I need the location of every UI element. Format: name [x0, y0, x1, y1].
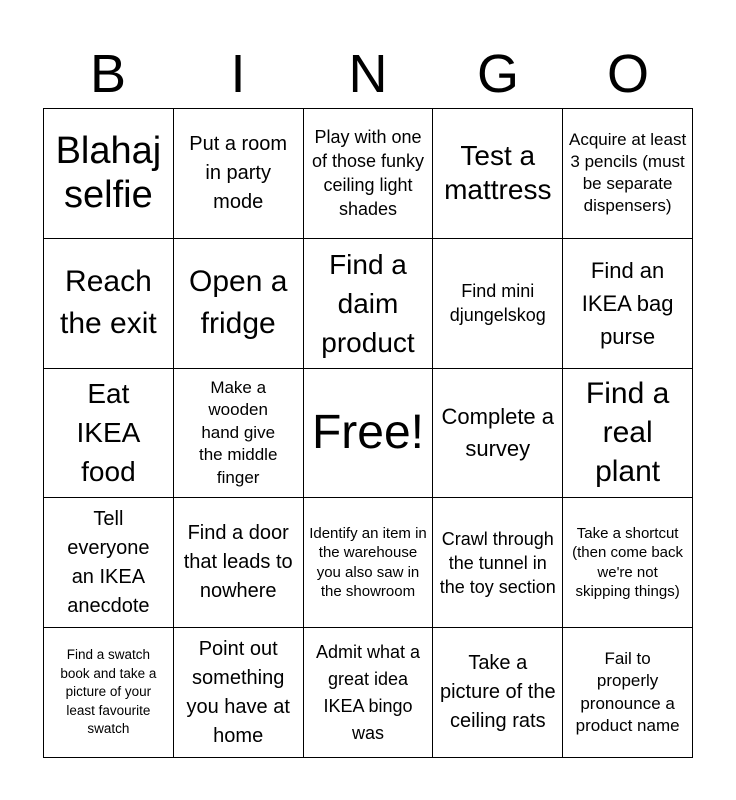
bingo-cell[interactable] [174, 109, 304, 239]
bingo-cell[interactable] [563, 498, 693, 628]
header-letter-n: N [348, 44, 388, 104]
bingo-cell[interactable] [304, 498, 434, 628]
bingo-cell[interactable] [44, 498, 174, 628]
cell-text: Take a shortcut (then come back we're not skipping things) [572, 524, 684, 601]
bingo-cell[interactable] [44, 109, 174, 239]
bingo-cell[interactable] [44, 239, 174, 369]
cell-text: Find a real plant [585, 377, 670, 489]
cell-text: Play with one of those funky ceiling light shades [311, 127, 425, 220]
cell-text: Find a daim product [321, 248, 415, 358]
cell-text: Eat IKEA food [76, 378, 141, 488]
cell-text: Point out something you have at home [186, 637, 290, 747]
cell-text: Complete a survey [441, 403, 555, 461]
bingo-cell[interactable] [563, 369, 693, 499]
cell-text: Fail to properly pronounce a product name [575, 648, 680, 736]
free-space-text: Free! [311, 405, 424, 459]
cell-text: Tell everyone an IKEA anecdote [67, 507, 150, 617]
bingo-cell[interactable] [304, 369, 434, 499]
cell-text: Test a mattress [444, 140, 552, 206]
bingo-cell[interactable] [174, 628, 304, 758]
cell-text: Acquire at least 3 pencils (must be separate dispensers) [569, 130, 687, 216]
header-letter-o: O [606, 44, 649, 104]
bingo-card-grid [43, 108, 693, 758]
header-letter-g: G [476, 44, 519, 104]
bingo-cell[interactable] [433, 498, 563, 628]
cell-text: Crawl through the tunnel in the toy section [439, 528, 556, 597]
bingo-cell[interactable] [563, 109, 693, 239]
cell-text: Reach the exit [60, 265, 157, 341]
bingo-cell[interactable] [304, 628, 434, 758]
cell-text: Take a picture of the ceiling rats [439, 652, 556, 733]
bingo-cell[interactable] [44, 628, 174, 758]
header-letter-b: B [89, 44, 127, 104]
bingo-cell[interactable] [433, 628, 563, 758]
cell-text: Blahaj selfie [55, 130, 162, 217]
cell-text: Make a wooden hand give the middle finger [198, 377, 278, 487]
bingo-cell[interactable] [433, 369, 563, 499]
bingo-cell[interactable] [174, 239, 304, 369]
bingo-cell[interactable] [433, 239, 563, 369]
cell-text: Open a fridge [188, 265, 288, 341]
cell-text: Find mini djungelskog [449, 281, 546, 326]
cell-text: Put a room in party mode [189, 132, 288, 213]
bingo-cell[interactable] [433, 109, 563, 239]
cell-text: Admit what a great idea IKEA bingo was [315, 641, 420, 743]
cell-text: Find an IKEA bag purse [581, 257, 674, 349]
cell-text: Identify an item in the warehouse you also saw in the showroom [309, 524, 427, 601]
bingo-cell[interactable] [563, 628, 693, 758]
bingo-cell[interactable] [174, 498, 304, 628]
bingo-cell[interactable] [304, 239, 434, 369]
bingo-cell[interactable] [304, 109, 434, 239]
bingo-cell[interactable] [563, 239, 693, 369]
cell-text: Find a door that leads to nowhere [183, 522, 293, 603]
cell-text: Find a swatch book and take a picture of your least favourite swatch [60, 647, 157, 737]
bingo-header [43, 40, 693, 108]
header-letter-i: I [230, 44, 246, 104]
bingo-cell[interactable] [44, 369, 174, 499]
bingo-cell[interactable] [174, 369, 304, 499]
